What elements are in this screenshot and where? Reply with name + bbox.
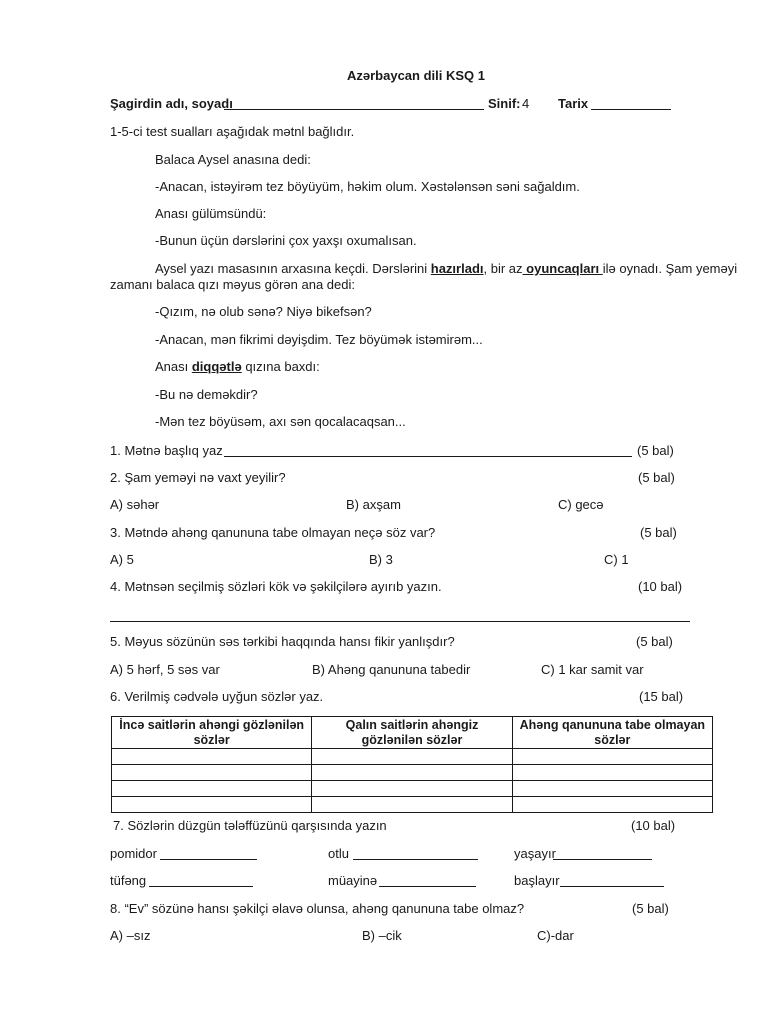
question-1: 1. Mətnə başlıq yaz bbox=[110, 443, 223, 458]
answer-blank[interactable] bbox=[149, 886, 253, 887]
points: (5 bal) bbox=[637, 443, 674, 458]
table-cell[interactable] bbox=[312, 765, 512, 781]
story-line: -Mən tez böyüsəm, axı sən qocalacaqsan... bbox=[155, 414, 406, 429]
word-table bbox=[111, 716, 713, 813]
answer-blank[interactable] bbox=[379, 886, 476, 887]
story-text: Anası bbox=[155, 359, 192, 374]
story-line: -Bunun üçün dərslərini çox yaxşı oxumalısan. bbox=[155, 233, 417, 248]
option-c[interactable]: C) 1 bbox=[604, 552, 629, 567]
question-5: 5. Məyus sözünün səs tərkibi haqqında hansı fikir yanlışdır? bbox=[110, 634, 455, 649]
class-label: Sinif: bbox=[488, 96, 521, 111]
word-item: müayinə bbox=[328, 873, 378, 888]
table-cell[interactable] bbox=[312, 749, 512, 765]
question-8: 8. “Ev” sözünə hansı şəkilçi əlavə olunsa, ahəng qanununa tabe olmaz? bbox=[110, 901, 525, 916]
highlight-word: diqqətlə bbox=[191, 359, 242, 374]
word-item: otlu bbox=[328, 846, 349, 861]
question-4: 4. Mətnsən seçilmiş sözləri kök və şəkilçilərə ayırıb yazın. bbox=[110, 579, 442, 594]
table-cell[interactable] bbox=[112, 749, 312, 765]
option-c[interactable]: C) gecə bbox=[558, 497, 604, 512]
option-c[interactable]: C) 1 kar samit var bbox=[541, 662, 644, 677]
option-b[interactable]: B) –cik bbox=[362, 928, 402, 943]
points: (5 bal) bbox=[632, 901, 669, 916]
points: (10 bal) bbox=[638, 579, 683, 594]
story-line: -Anacan, istəyirəm tez böyüyüm, həkim olum. Xəstələnsən səni sağaldım. bbox=[155, 179, 580, 194]
story-line: Anası gülümsündü: bbox=[155, 206, 267, 221]
option-a[interactable]: A) –sız bbox=[110, 928, 151, 943]
option-b[interactable]: B) 3 bbox=[369, 552, 393, 567]
word-item: pomidor bbox=[110, 846, 157, 861]
story-line: -Qızım, nə olub sənə? Niyə bikefsən? bbox=[155, 304, 372, 319]
table-header-cell: Qalın saitlərin ahəngiz gözlənilən sözlər bbox=[312, 717, 512, 749]
answer-blank[interactable] bbox=[353, 859, 478, 860]
story-line: -Bu nə deməkdir? bbox=[155, 387, 258, 402]
table-row bbox=[112, 749, 713, 765]
highlight-word: oyuncaqları bbox=[522, 261, 603, 276]
option-a[interactable]: A) səhər bbox=[110, 497, 160, 512]
points: (5 bal) bbox=[638, 470, 675, 485]
story-text: Aysel yazı masasının arxasına keçdi. Dərslərini bbox=[155, 261, 431, 276]
story-line bbox=[155, 261, 737, 276]
question-3: 3. Mətndə ahəng qanununa tabe olmayan neçə söz var? bbox=[110, 525, 436, 540]
answer-blank[interactable] bbox=[553, 859, 652, 860]
question-6: 6. Verilmiş cədvələ uyğun sözlər yaz. bbox=[110, 689, 324, 704]
table-cell[interactable] bbox=[512, 749, 712, 765]
question-2: 2. Şam yeməyi nə vaxt yeyilir? bbox=[110, 470, 286, 485]
option-c[interactable]: C)-dar bbox=[537, 928, 574, 943]
page-title: Azərbaycan dili KSQ 1 bbox=[347, 68, 485, 83]
question-7: 7. Sözlərin düzgün tələffüzünü qarşısında yazın bbox=[113, 818, 387, 833]
student-name-blank[interactable] bbox=[224, 109, 484, 110]
table-cell[interactable] bbox=[512, 781, 712, 797]
story-line bbox=[155, 359, 320, 374]
table-row bbox=[112, 797, 713, 813]
story-text: ilə oynadı. Şam yeməyi bbox=[602, 261, 738, 276]
word-item: başlayır bbox=[514, 873, 560, 888]
option-b[interactable]: B) axşam bbox=[346, 497, 401, 512]
story-line: zamanı balaca qızı məyus görən ana dedi: bbox=[110, 277, 355, 292]
table-cell[interactable] bbox=[512, 797, 712, 813]
date-blank[interactable] bbox=[591, 109, 671, 110]
option-b[interactable]: B) Ahəng qanununa tabedir bbox=[312, 662, 471, 677]
answer-blank[interactable] bbox=[560, 886, 664, 887]
table-cell[interactable] bbox=[112, 781, 312, 797]
option-a[interactable]: A) 5 bbox=[110, 552, 134, 567]
answer-blank[interactable] bbox=[160, 859, 257, 860]
points: (5 bal) bbox=[636, 634, 673, 649]
word-item: tüfəng bbox=[110, 873, 147, 888]
table-cell[interactable] bbox=[112, 765, 312, 781]
table-header-cell: İncə saitlərin ahəngi gözlənilən sözlər bbox=[112, 717, 312, 749]
table-row bbox=[112, 765, 713, 781]
intro-text: 1-5-ci test sualları aşağıdak mətnl bağlıdır. bbox=[110, 124, 355, 139]
story-text: qızına baxdı: bbox=[241, 359, 320, 374]
points: (10 bal) bbox=[631, 818, 676, 833]
option-a[interactable]: A) 5 hərf, 5 səs var bbox=[110, 662, 220, 677]
story-line: Balaca Aysel anasına dedi: bbox=[155, 152, 311, 167]
class-value: 4 bbox=[522, 96, 530, 111]
story-text: , bir az bbox=[483, 261, 523, 276]
table-cell[interactable] bbox=[312, 781, 512, 797]
table-row bbox=[112, 781, 713, 797]
points: (15 bal) bbox=[639, 689, 684, 704]
highlight-word: hazırladı bbox=[430, 261, 484, 276]
points: (5 bal) bbox=[640, 525, 677, 540]
word-item: yaşayır bbox=[514, 846, 556, 861]
student-name-label: Şagirdin adı, soyadı bbox=[110, 96, 233, 111]
table-cell[interactable] bbox=[112, 797, 312, 813]
table-header-cell: Ahəng qanununa tabe olmayan sözlər bbox=[512, 717, 712, 749]
answer-blank[interactable] bbox=[110, 621, 690, 622]
date-label: Tarix bbox=[558, 96, 589, 111]
table-cell[interactable] bbox=[512, 765, 712, 781]
answer-blank[interactable] bbox=[224, 456, 632, 457]
table-header-row bbox=[112, 717, 713, 749]
story-line: -Anacan, mən fikrimi dəyişdim. Tez böyümək istəmirəm... bbox=[155, 332, 483, 347]
table-cell[interactable] bbox=[312, 797, 512, 813]
